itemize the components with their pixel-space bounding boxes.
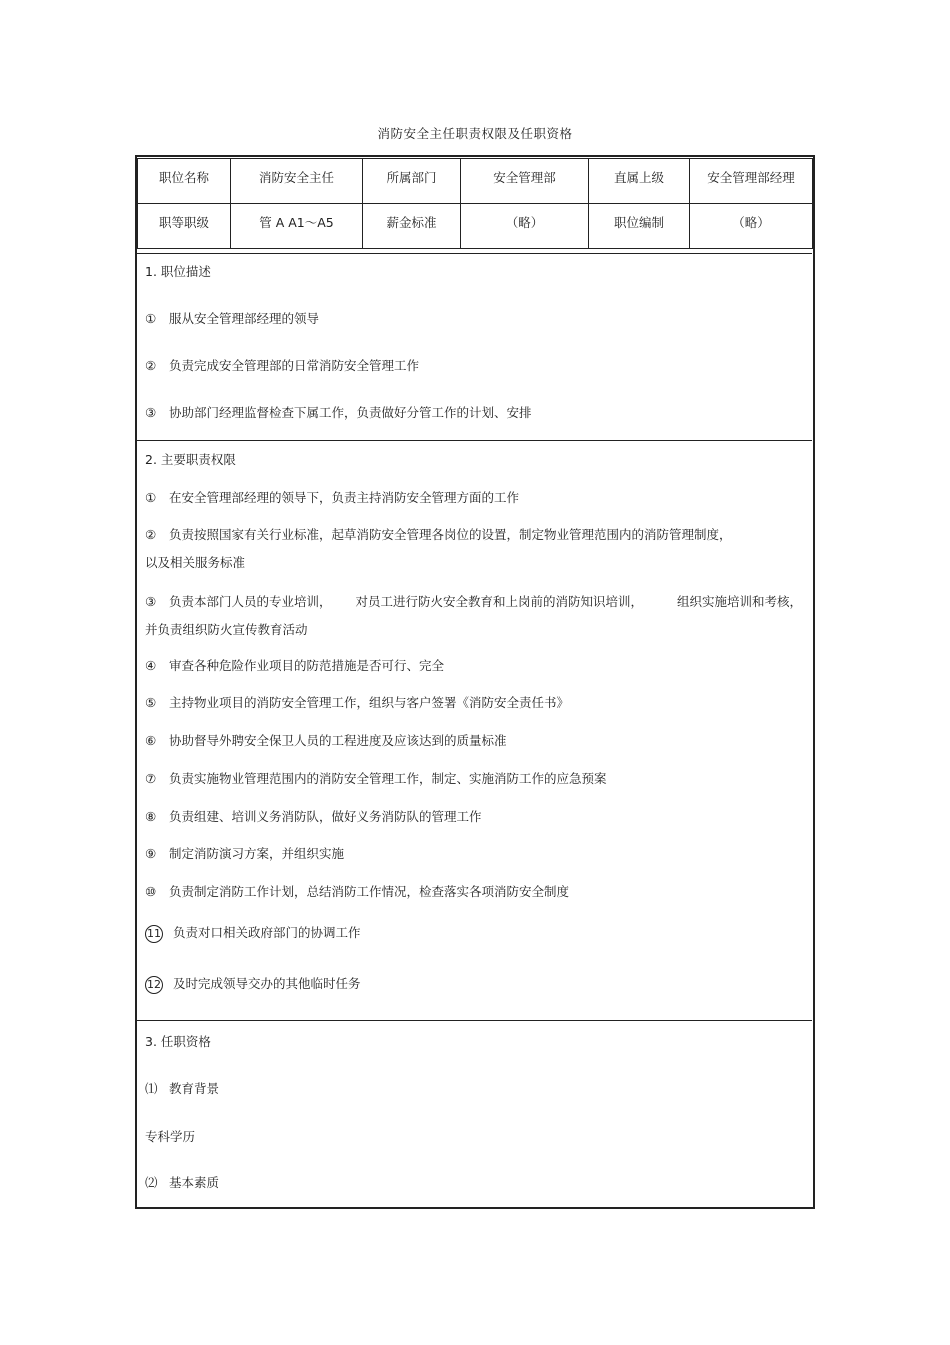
item-text: 服从安全管理部经理的领导 xyxy=(168,311,319,326)
list-item xyxy=(145,1079,219,1097)
item-text: 主持物业项目的消防安全管理工作，组织与客户签署《消防安全责任书》 xyxy=(168,695,569,710)
list-item xyxy=(145,844,344,862)
item-continuation: 并负责组织防火宣传教育活动 xyxy=(145,622,308,637)
item-number: ④ xyxy=(145,658,157,673)
value-salary: （略） xyxy=(461,204,589,249)
item-text: 审查各种危险作业项目的防范措施是否可行、完全 xyxy=(168,658,444,673)
section-qualifications xyxy=(137,1020,812,1206)
list-item xyxy=(145,923,361,943)
item-text: 及时完成领导交办的其他临时任务 xyxy=(173,976,361,991)
list-item xyxy=(145,592,802,610)
list-item xyxy=(145,309,319,327)
item-number: ⑥ xyxy=(145,733,157,748)
item-text: 负责组建、培训义务消防队，做好义务消防队的管理工作 xyxy=(168,809,482,824)
section-heading: 2. 主要职责权限 xyxy=(145,452,236,467)
document-title: 消防安全主任职责权限及任职资格 xyxy=(377,126,573,141)
value-department: 安全管理部 xyxy=(461,159,589,204)
item-continuation: 以及相关服务标准 xyxy=(145,555,246,570)
value-grade: 管 A A1～A5 xyxy=(231,204,363,249)
list-item xyxy=(145,656,444,674)
table-row xyxy=(138,204,813,249)
item-number: 11 xyxy=(145,925,163,943)
section-heading: 3. 任职资格 xyxy=(145,1034,211,1049)
value-position-name: 消防安全主任 xyxy=(231,159,363,204)
item-text: 教育背景 xyxy=(168,1081,219,1096)
value-supervisor: 安全管理部经理 xyxy=(690,159,813,204)
item-number: ① xyxy=(145,490,157,505)
item-text: 在安全管理部经理的领导下，负责主持消防安全管理方面的工作 xyxy=(168,490,519,505)
info-table xyxy=(137,158,813,249)
item-text: 负责实施物业管理范围内的消防安全管理工作，制定、实施消防工作的应急预案 xyxy=(168,771,607,786)
list-item xyxy=(145,403,532,421)
item-number: 12 xyxy=(145,976,163,994)
item-text: 负责对口相关政府部门的协调工作 xyxy=(173,925,361,940)
value-headcount: （略） xyxy=(690,204,813,249)
list-item xyxy=(145,974,361,994)
item-number: ⑵ xyxy=(145,1175,158,1190)
item-number: ⑴ xyxy=(145,1081,158,1096)
section-responsibilities xyxy=(137,440,812,1021)
label-supervisor: 直属上级 xyxy=(589,159,690,204)
list-item xyxy=(145,807,482,825)
section-heading: 1. 职位描述 xyxy=(145,264,211,279)
list-item xyxy=(145,882,569,900)
item-text: 专科学历 xyxy=(145,1129,196,1144)
list-item xyxy=(145,356,419,374)
item-text: 对员工进行防火安全教育和上岗前的消防知识培训， xyxy=(355,594,643,609)
item-number: ⑦ xyxy=(145,771,157,786)
list-item xyxy=(145,525,732,543)
label-department: 所属部门 xyxy=(363,159,461,204)
item-text: 制定消防演习方案，并组织实施 xyxy=(168,846,344,861)
item-number: ⑨ xyxy=(145,846,157,861)
list-item xyxy=(145,731,507,749)
list-item xyxy=(145,1127,195,1145)
item-number: ⑧ xyxy=(145,809,157,824)
list-item xyxy=(145,769,607,787)
table-row xyxy=(138,159,813,204)
list-item xyxy=(145,1173,219,1191)
item-number: ③ xyxy=(145,405,157,420)
section-job-description xyxy=(137,253,812,441)
item-text: 负责完成安全管理部的日常消防安全管理工作 xyxy=(168,358,419,373)
item-number: ② xyxy=(145,527,157,542)
item-text: 协助督导外聘安全保卫人员的工程进度及应该达到的质量标准 xyxy=(168,733,507,748)
list-item xyxy=(145,488,519,506)
item-text: 协助部门经理监督检查下属工作，负责做好分管工作的计划、安排 xyxy=(168,405,532,420)
item-number: ③ xyxy=(145,594,157,609)
item-text: 基本素质 xyxy=(168,1175,219,1190)
item-number: ⑩ xyxy=(145,884,157,899)
item-text: 组织实施培训和考核， xyxy=(676,594,802,609)
label-headcount: 职位编制 xyxy=(589,204,690,249)
item-number: ① xyxy=(145,311,157,326)
item-number: ② xyxy=(145,358,157,373)
item-text: 负责按照国家有关行业标准，起草消防安全管理各岗位的设置，制定物业管理范围内的消防管理制度， xyxy=(168,527,732,542)
item-text: 负责制定消防工作计划，总结消防工作情况，检查落实各项消防安全制度 xyxy=(168,884,569,899)
label-position-name: 职位名称 xyxy=(138,159,231,204)
list-item xyxy=(145,693,569,711)
label-salary: 薪金标准 xyxy=(363,204,461,249)
label-grade: 职等职级 xyxy=(138,204,231,249)
item-number: ⑤ xyxy=(145,695,157,710)
item-text: 负责本部门人员的专业培训， xyxy=(168,594,332,609)
